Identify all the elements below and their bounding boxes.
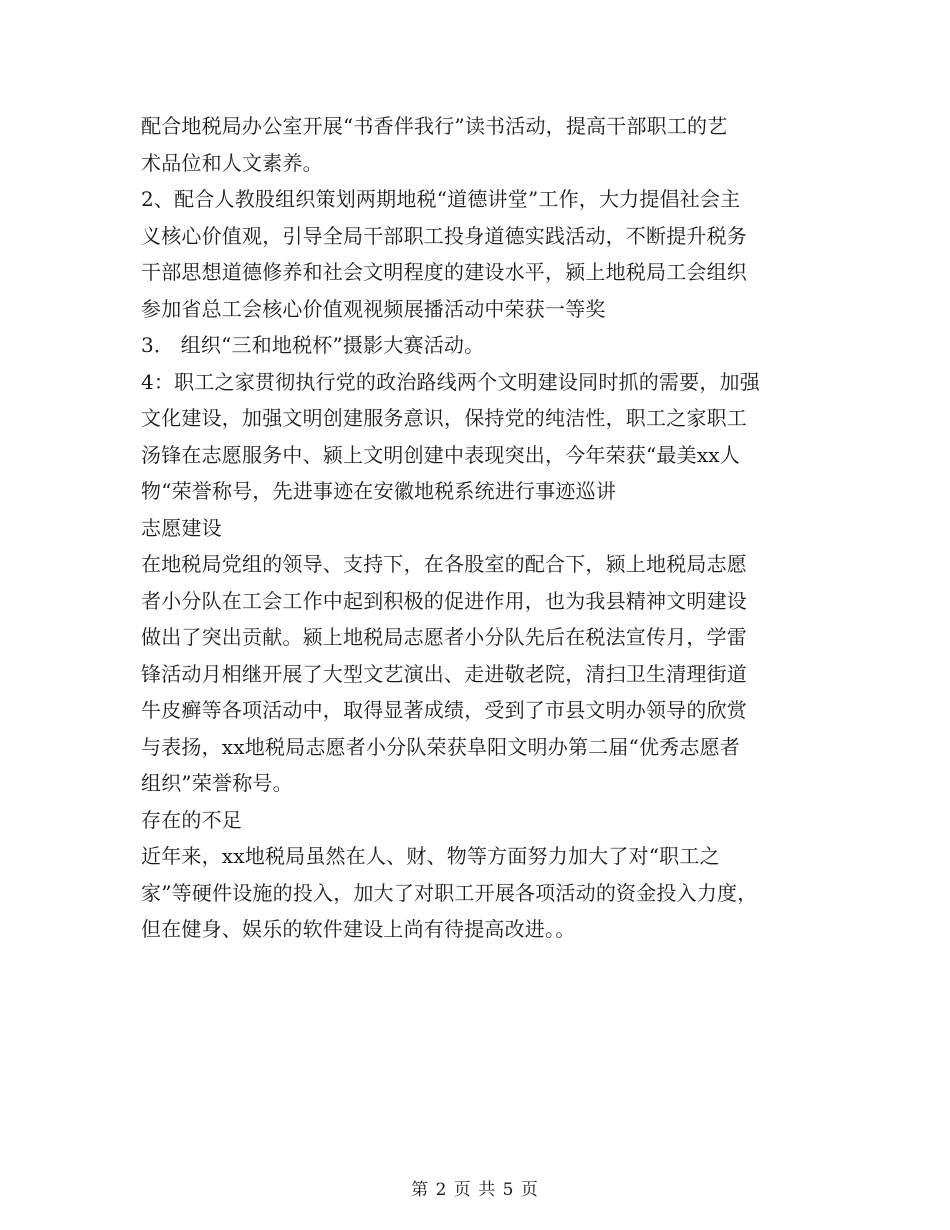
- text-line: 家”等硬件设施的投入，加大了对职工开展各项活动的资金投入力度，: [141, 880, 758, 905]
- text-line: 术品位和人文素养。: [141, 150, 323, 175]
- text-line: 参加省总工会核心价值观视频展播活动中荣获一等奖: [141, 296, 606, 321]
- text-line: 义核心价值观，引导全局干部职工投身道德实践活动，不断提升税务: [141, 223, 747, 248]
- text-line: 牛皮癣等各项活动中，取得显著成绩，受到了市县文明办领导的欣赏: [141, 698, 747, 722]
- text-line: 组织”荣誉称号。: [141, 771, 293, 795]
- text-line: 配合地税局办公室开展“书香伴我行”读书活动，提高干部职工的艺: [141, 114, 728, 138]
- page-number-footer: 第 2 页 共 5 页: [411, 1180, 539, 1200]
- text-line: 与表扬，xx地税局志愿者小分队荣获阜阳文明办第二届“优秀志愿者: [141, 734, 740, 759]
- document-body: [141, 108, 813, 948]
- section-heading: 存在的不足: [141, 807, 242, 832]
- text-line: 文化建设，加强文明创建服务意识，保持党的纯洁性，职工之家职工: [141, 406, 747, 430]
- text-line: 2、配合人教股组织策划两期地税“道德讲堂”工作，大力提倡社会主: [141, 187, 741, 211]
- text-line: 但在健身、娱乐的软件建设上尚有待提高改进。。: [141, 917, 576, 941]
- text-line: 3． 组织“三和地税杯”摄影大赛活动。: [141, 333, 485, 357]
- text-line: 者小分队在工会工作中起到积极的促进作用，也为我县精神文明建设: [141, 588, 747, 613]
- text-line: 近年来，xx地税局虽然在人、财、物等方面努力加大了对“职工之: [141, 844, 720, 868]
- text-line: 做出了突出贡献。颍上地税局志愿者小分队先后在税法宣传月，学雷: [141, 625, 747, 649]
- text-line: 干部思想道德修养和社会文明程度的建设水平，颍上地税局工会组织: [141, 260, 747, 284]
- text-line: 汤锋在志愿服务中、颍上文明创建中表现突出，今年荣获“最美xx人: [141, 442, 740, 467]
- text-line: 在地税局党组的领导、支持下，在各股室的配合下，颍上地税局志愿: [141, 552, 747, 576]
- section-heading: 志愿建设: [141, 515, 222, 540]
- text-line: 锋活动月相继开展了大型文艺演出、走进敬老院，清扫卫生清理街道: [141, 661, 747, 686]
- text-line: 4：职工之家贯彻执行党的政治路线两个文明建设同时抓的需要，加强: [141, 369, 760, 394]
- text-line: 物“荣誉称号，先进事迹在安徽地税系统进行事迹巡讲: [141, 479, 617, 503]
